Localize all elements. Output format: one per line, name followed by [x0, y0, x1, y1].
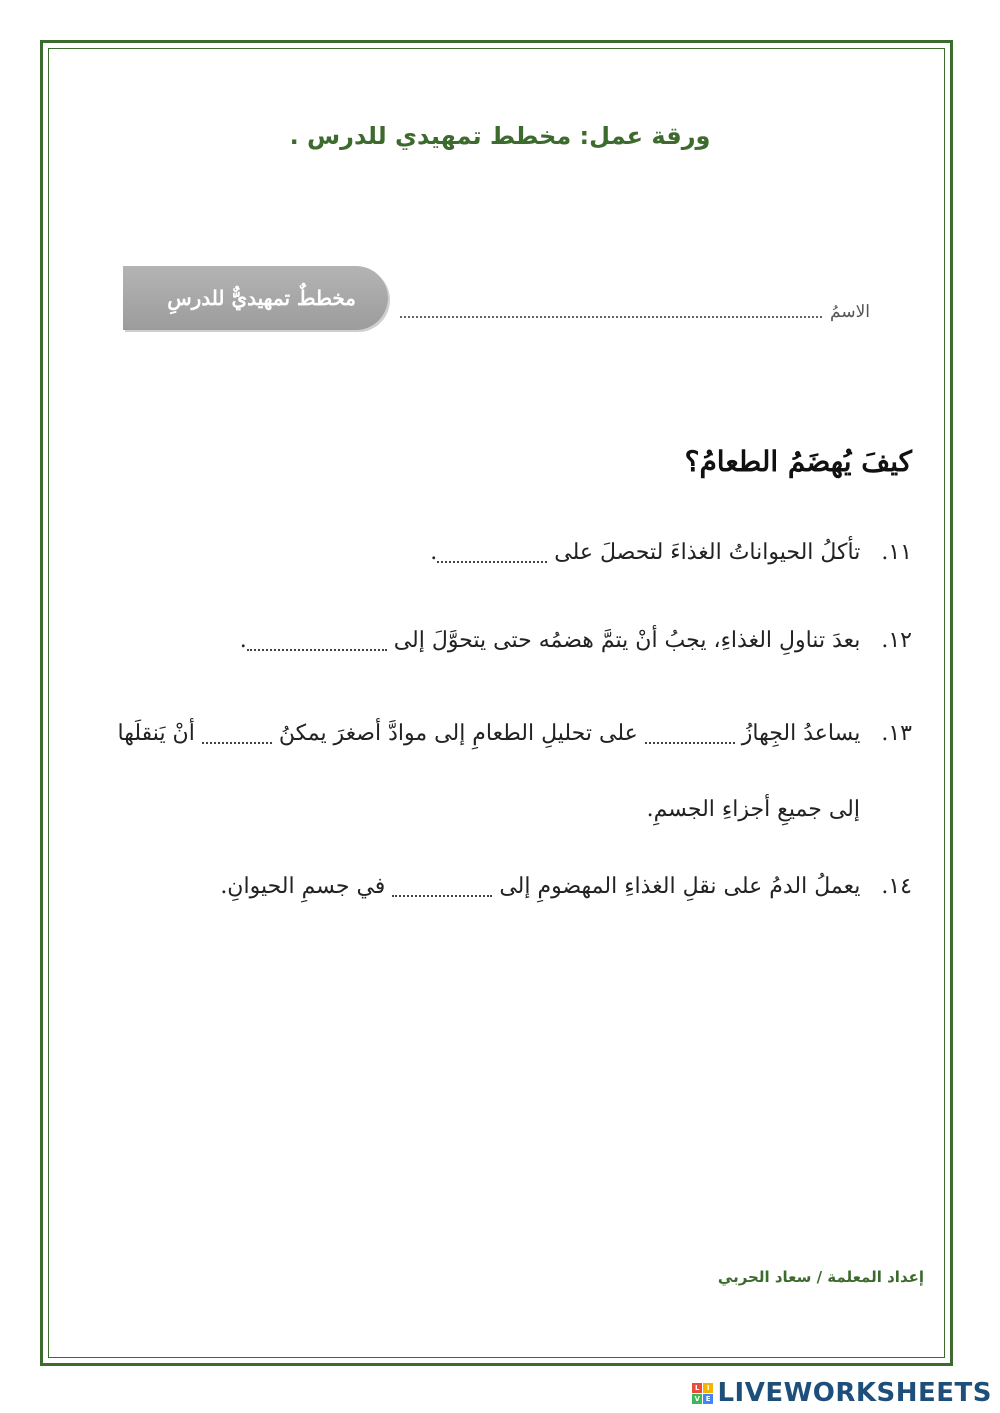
question-text: في جسمِ الحيوانِ. [220, 874, 386, 899]
question-number: ١٣. [881, 721, 912, 746]
answer-blank[interactable] [202, 724, 272, 744]
answer-blank[interactable] [645, 724, 735, 744]
question-text: إلى جميعِ أجزاءِ الجسمِ. [646, 797, 860, 822]
teacher-credit: إعداد المعلمة / سعاد الحربي [717, 1268, 924, 1286]
question-text: على تحليلِ الطعامِ إلى موادَّ أصغرَ يمكنُ [278, 721, 638, 746]
answer-blank[interactable] [392, 877, 492, 897]
question-number: ١٤. [881, 874, 912, 899]
name-field-row [400, 292, 870, 322]
name-input[interactable] [400, 296, 822, 318]
answer-blank[interactable] [437, 543, 547, 563]
lesson-banner: مخططٌ تمهيديٌّ للدرسِ [123, 266, 388, 330]
section-heading: كيفَ يُهضَمُ الطعامُ؟ [684, 445, 912, 478]
answer-blank[interactable] [247, 631, 387, 651]
name-label: الاسمُ [830, 302, 870, 322]
question-number: ١١. [881, 540, 912, 565]
question-text: يساعدُ الجِهازُ [741, 721, 861, 746]
question-11 [430, 540, 912, 565]
question-13 [82, 696, 912, 848]
question-text: . [430, 540, 438, 565]
question-14 [220, 874, 912, 899]
question-text: تأكلُ الحيواناتُ الغذاءَ لتحصلَ على [554, 540, 861, 565]
logo-text: LIVEWORKSHEETS [717, 1378, 992, 1408]
question-text: يعملُ الدمُ على نقلِ الغذاءِ المهضومِ إلى [499, 874, 861, 899]
question-12 [240, 628, 912, 653]
page-title: ورقة عمل: مخطط تمهيدي للدرس . [289, 122, 711, 150]
question-number: ١٢. [881, 628, 912, 653]
liveworksheets-logo [692, 1378, 992, 1408]
logo-icon: L I V E [692, 1383, 713, 1404]
question-text: بعدَ تناولِ الغذاءِ، يجبُ أنْ يتمَّ هضمُه حتى يتحوَّلَ إلى [393, 628, 861, 653]
question-text: أنْ يَنقلَها [117, 721, 195, 746]
question-text: . [239, 628, 247, 653]
